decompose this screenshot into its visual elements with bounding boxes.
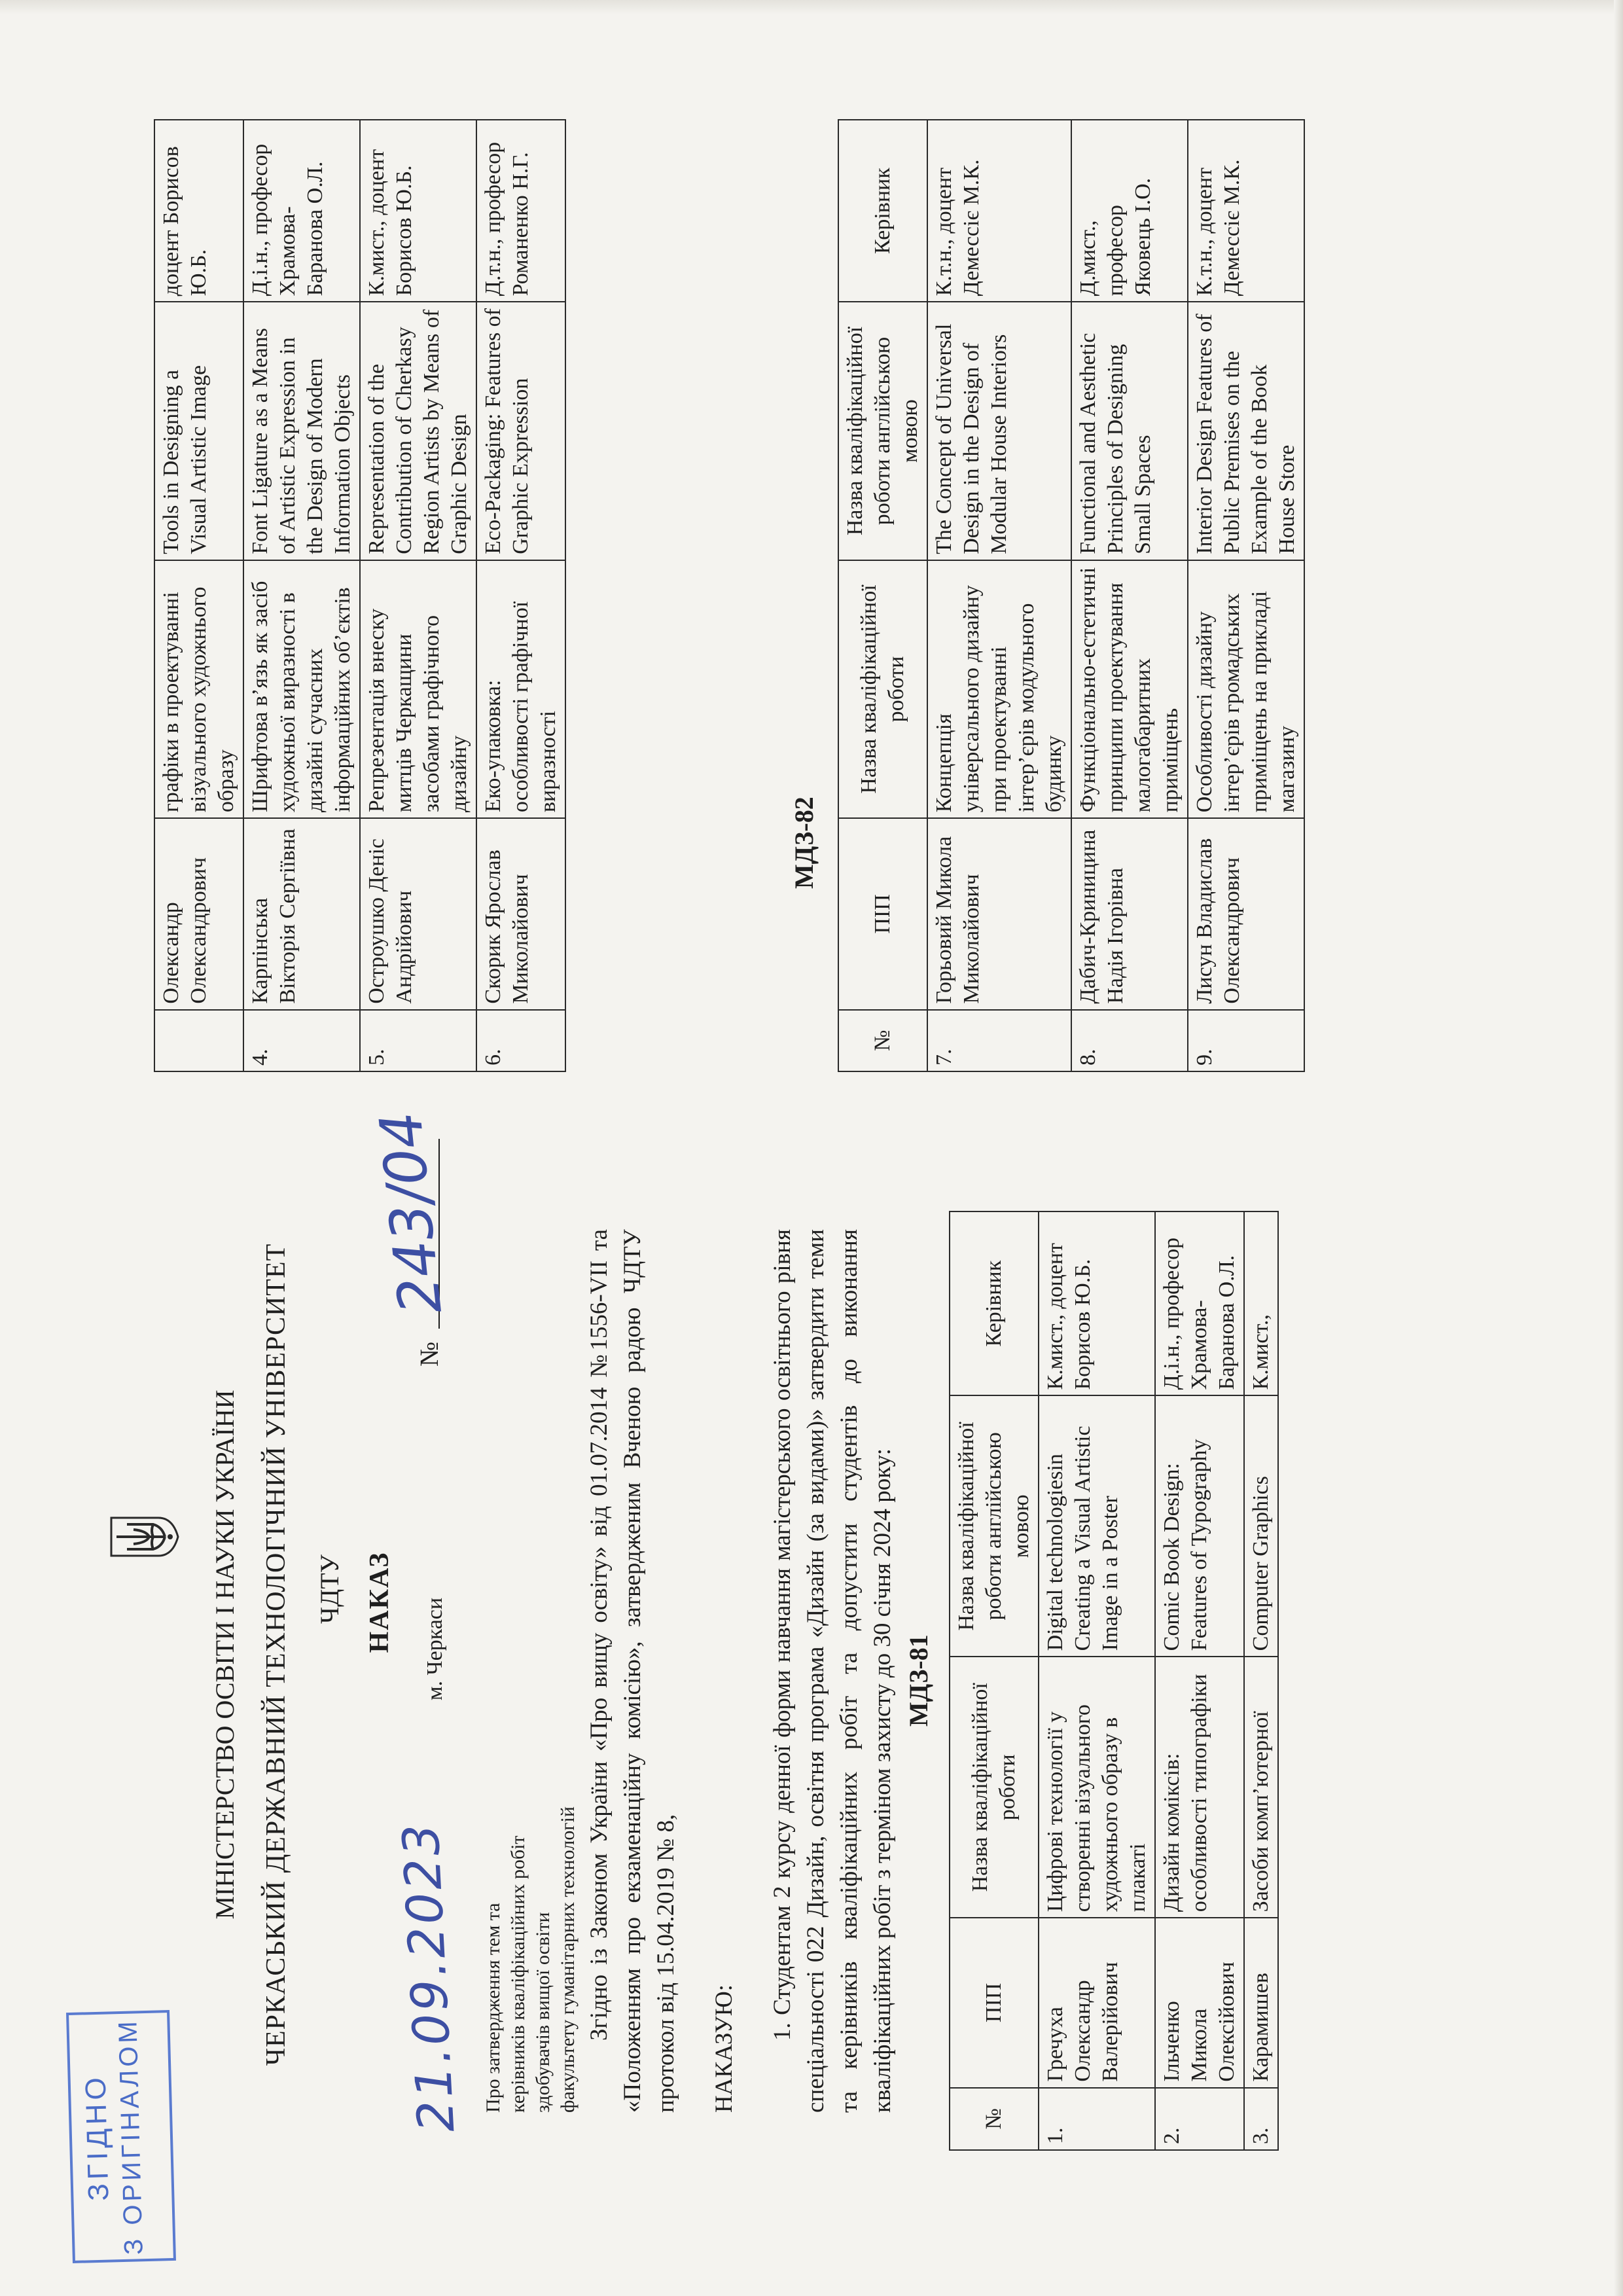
table-row bbox=[1244, 1211, 1278, 2150]
row-number: 8. bbox=[1071, 1010, 1188, 1071]
supervisor: К.мист., доцент Борисов Ю.Б. bbox=[360, 120, 476, 302]
table-header-row bbox=[950, 1211, 1039, 2150]
thesis-title-en: Functional and Aesthetic Principles of Designing Small Spaces bbox=[1071, 302, 1188, 560]
university-abbreviation: ЧДТУ bbox=[315, 1554, 344, 1624]
header-supervisor: Керівник bbox=[950, 1211, 1039, 1395]
group-title: МДЗ-82 bbox=[789, 797, 819, 889]
thesis-title-ua: Концепція універсального дизайну при проектуванні інтер’єрів модульного будинку bbox=[927, 560, 1071, 818]
trident-emblem-icon bbox=[107, 1514, 179, 1560]
table-row bbox=[927, 120, 1071, 1071]
student-name: Гречуха Олександр Валерійович bbox=[1039, 1918, 1155, 2087]
student-name: Карамишев bbox=[1244, 1918, 1278, 2087]
handwritten-date: 21.09.2023 bbox=[391, 1820, 466, 2134]
student-name: Олександр Олександрович bbox=[154, 818, 243, 1009]
thesis-title-ua: Дизайн коміксів: особливості типографіки bbox=[1155, 1657, 1244, 1918]
subject-line: здобувачів вищої освіти bbox=[532, 1912, 554, 2113]
supervisor: К.мист., bbox=[1244, 1211, 1278, 1395]
row-number: 3. bbox=[1244, 2088, 1278, 2150]
thesis-title-en: Tools in Designing a Visual Artistic Image bbox=[154, 302, 243, 560]
row-number: 5. bbox=[360, 1010, 476, 1071]
thesis-title-ua: Цифрові технології у створенні візуального художнього образу в плакаті bbox=[1039, 1657, 1155, 1918]
row-number bbox=[154, 1010, 243, 1071]
order-clause-1: 1. Студентам 2 курсу денної форми навчання магістерського освітнього рівня спеціальності 022 Дизайн, освітня програма «Дизайн (за видами)» затвердити теми та керівників кваліфікаційних робіт та допустити студентів до виконання кваліфікаційних робіт з терміном захисту до 30 січня 2024 року: bbox=[769, 1229, 896, 2113]
table-row bbox=[1039, 1211, 1155, 2150]
table-row bbox=[1155, 1211, 1244, 2150]
thesis-title-ua: Шрифтова в’язь як засіб художньої виразності в дизайні сучасних інформаційних об’єктів bbox=[243, 560, 360, 818]
thesis-title-en: Comic Book Design: Features of Typography bbox=[1155, 1395, 1244, 1657]
header-title-en: Назва кваліфікаційної роботи англійською мовою bbox=[950, 1395, 1039, 1657]
thesis-title-en: Eco-Packaging: Features of Graphic Expression bbox=[476, 302, 565, 560]
order-title: НАКАЗ bbox=[365, 1551, 395, 1653]
student-name: Карпінська Вікторія Сергіївна bbox=[243, 818, 360, 1009]
supervisor: Д.мист., професор Яковець І.О. bbox=[1071, 120, 1188, 302]
thesis-title-en: Font Ligature as a Means of Artistic Expression in the Design of Modern Information Objects bbox=[243, 302, 360, 560]
thesis-title-ua: Особливості дизайну інтер’єрів громадських приміщень на прикладі магазину bbox=[1188, 560, 1304, 818]
ministry-name: МІНІСТЕРСТВО ОСВІТИ І НАУКИ УКРАЇНИ bbox=[210, 1390, 240, 1920]
thesis-title-ua: Функціонально-естетичні принципи проектування малогабаритних приміщень bbox=[1071, 560, 1188, 818]
header-supervisor: Керівник bbox=[838, 120, 927, 302]
student-name: Остроушко Деніс Андрійович bbox=[360, 818, 476, 1009]
theses-table-mdz82 bbox=[838, 119, 1305, 1072]
thesis-title-ua: Репрезентація внеску митців Черкащини засобами графічного дизайну bbox=[360, 560, 476, 818]
row-number: 7. bbox=[927, 1010, 1071, 1071]
stamp-line: ЗГІДНО bbox=[79, 2073, 115, 2202]
theses-table-mdz81-continued bbox=[154, 119, 566, 1072]
header-name: ПІП bbox=[950, 1918, 1039, 2087]
handwritten-order-number: 243/04 bbox=[366, 1108, 455, 1318]
thesis-title-en: The Concept of Universal Design in the Design of Modular House Interiors bbox=[927, 302, 1071, 560]
group-title: МДЗ-81 bbox=[904, 1634, 933, 1727]
student-name: Ільченко Микола Олексійович bbox=[1155, 1918, 1244, 2087]
table-row bbox=[1188, 120, 1304, 1071]
theses-table-mdz81 bbox=[949, 1211, 1279, 2151]
supervisor: К.т.н., доцент Демессіє М.К. bbox=[927, 120, 1071, 302]
supervisor: Д.т.н., професор Романенко Н.Г. bbox=[476, 120, 565, 302]
subject-line: факультету гуманітарних технологій bbox=[557, 1806, 579, 2113]
thesis-title-ua: Еко-упаковка: особливості графічної виразності bbox=[476, 560, 565, 818]
supervisor: Д.і.н., професор Храмова-Баранова О.Л. bbox=[1155, 1211, 1244, 1395]
header-name: ПІП bbox=[838, 818, 927, 1009]
supervisor: Д.і.н., професор Храмова-Баранова О.Л. bbox=[243, 120, 360, 302]
student-name: Скорик Ярослав Миколайович bbox=[476, 818, 565, 1009]
supervisor: К.мист., доцент Борисов Ю.Б. bbox=[1039, 1211, 1155, 1395]
supervisor: доцент Борисов Ю.Б. bbox=[154, 120, 243, 302]
table-row bbox=[154, 120, 243, 1071]
city: м. Черкаси bbox=[423, 1597, 447, 1700]
row-number: 1. bbox=[1039, 2088, 1155, 2150]
student-name: Дабич-Криницина Надія Ігорівна bbox=[1071, 818, 1188, 1009]
table-header-row bbox=[838, 120, 927, 1071]
university-name: ЧЕРКАСЬКИЙ ДЕРЖАВНИЙ ТЕХНОЛОГІЧНИЙ УНІВЕРСИТЕТ bbox=[261, 1243, 291, 2066]
row-number: 9. bbox=[1188, 1010, 1304, 1071]
certified-copy-stamp bbox=[66, 2010, 176, 2263]
supervisor: К.т.н., доцент Демессіє М.К. bbox=[1188, 120, 1304, 302]
header-number: № bbox=[838, 1010, 927, 1071]
row-number: 4. bbox=[243, 1010, 360, 1071]
table-row bbox=[476, 120, 565, 1071]
row-number: 2. bbox=[1155, 2088, 1244, 2150]
legal-basis-paragraph: Згідно із Законом України «Про вищу освіту» від 01.07.2014 №1556-VII та «Положенням про екзаменаційну комісію», затвердженим Вченою радою ЧДТУ протокол від 15.04.2019 № 8, bbox=[586, 1229, 679, 2113]
header-title-en: Назва кваліфікаційної роботи англійською мовою bbox=[838, 302, 927, 560]
thesis-title-en: Representation of the Contribution of Cherkasy Region Artists by Means of Graphic Design bbox=[360, 302, 476, 560]
thesis-title-ua: графіки в проектуванні візуального художнього образу bbox=[154, 560, 243, 818]
table-row bbox=[360, 120, 476, 1071]
table-row bbox=[1071, 120, 1188, 1071]
order-number-label: № bbox=[414, 1341, 444, 1367]
student-name: Горьовий Микола Миколайович bbox=[927, 818, 1071, 1009]
thesis-title-en: Digital technologiesin Creating a Visual Artistic Image in a Poster bbox=[1039, 1395, 1155, 1657]
thesis-title-en: Interior Design Features of Public Premises on the Example of the Book House Store bbox=[1188, 302, 1304, 560]
thesis-title-en: Computer Graphics bbox=[1244, 1395, 1278, 1657]
subject-line: керівників кваліфікаційних робіт bbox=[507, 1835, 529, 2113]
stamp-line: З ОРИГІНАЛОМ bbox=[113, 2017, 149, 2255]
row-number: 6. bbox=[476, 1010, 565, 1071]
table-row bbox=[243, 120, 360, 1071]
student-name: Лисун Владислав Олександрович bbox=[1188, 818, 1304, 1009]
subject-line: Про затвердження тем та bbox=[482, 1903, 504, 2113]
header-title-ua: Назва кваліфікаційної роботи bbox=[950, 1657, 1039, 1918]
header-title-ua: Назва кваліфікаційної роботи bbox=[838, 560, 927, 818]
thesis-title-ua: Засоби комп’ютерної bbox=[1244, 1657, 1278, 1918]
header-number: № bbox=[950, 2088, 1039, 2150]
order-directive: НАКАЗУЮ: bbox=[711, 1984, 738, 2113]
order-subject bbox=[481, 1655, 580, 2113]
